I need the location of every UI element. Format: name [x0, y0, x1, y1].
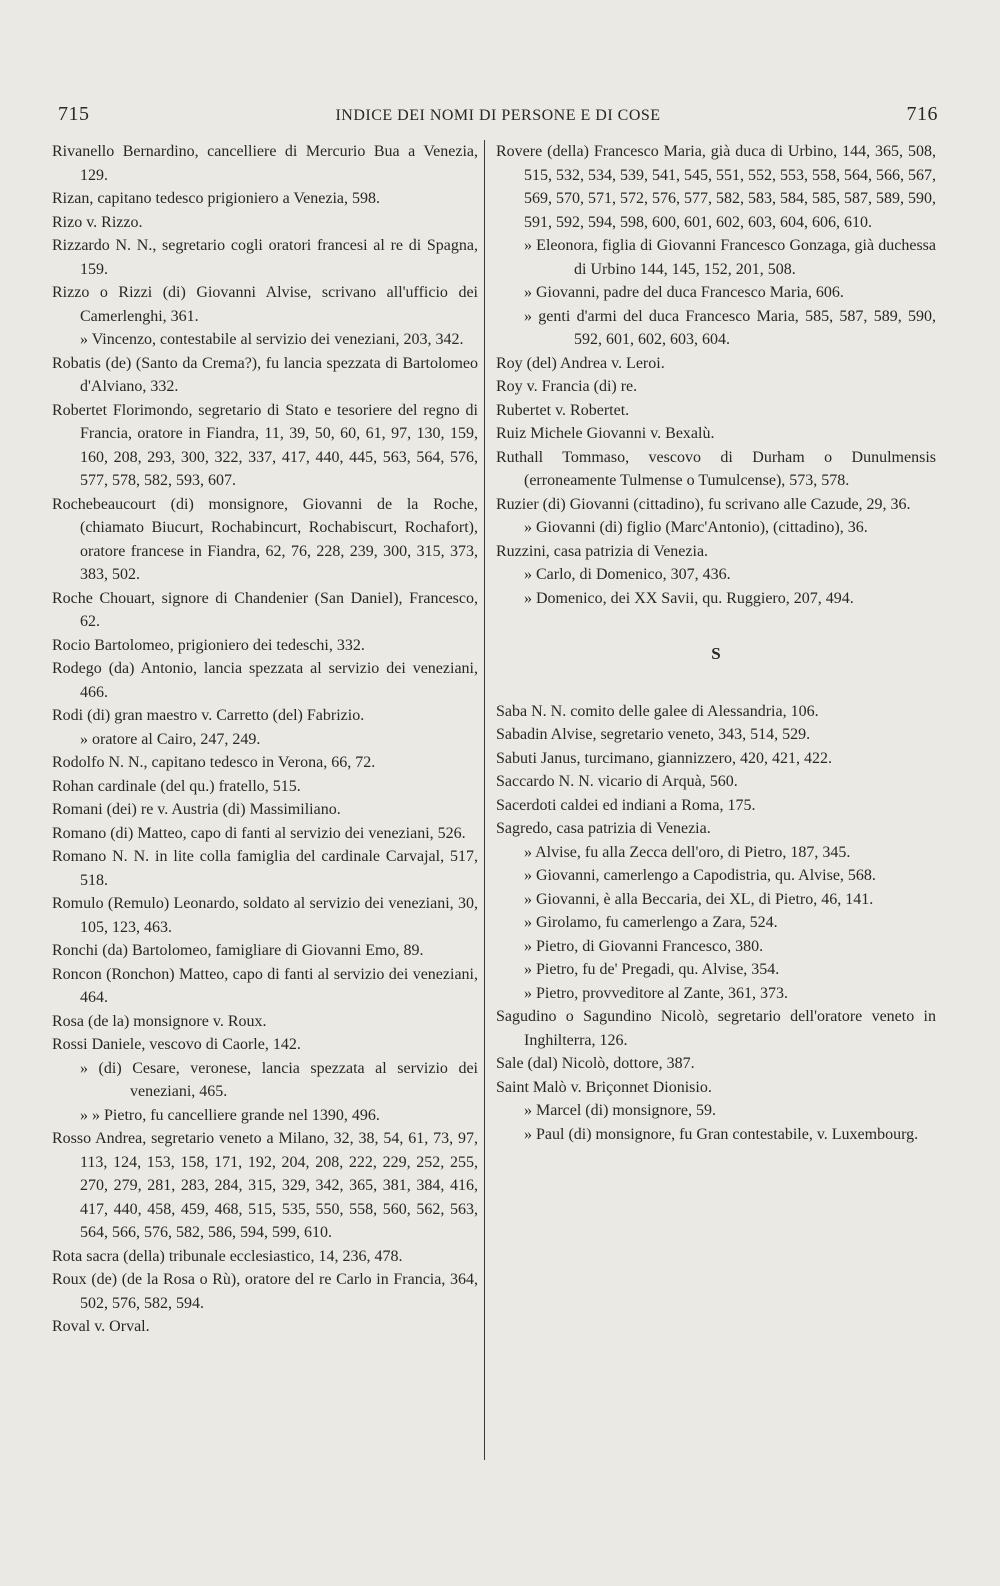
index-entry: Saint Malò v. Briçonnet Dionisio.	[496, 1078, 712, 1096]
index-entry: Sabadin Alvise, segretario veneto, 343, 514, 529.	[496, 726, 811, 743]
index-entry: Ronchi (da) Bartolomeo, famigliare di Giovanni Emo, 89.	[52, 942, 424, 959]
index-entry: Rochebeaucourt (di) monsignore, Giovanni de la Roche, (chiamato Biucurt, Rochabincurt, Rochabiscurt, Rochafort), oratore francese in Fiandra, 62, 76, 228, 239, 300, 315, 373, 383, 502.	[52, 495, 478, 583]
index-entry: » Giovanni, camerlengo a Capodistria, qu. Alvise, 568.	[524, 867, 876, 884]
index-entry: » Vincenzo, contestabile al servizio dei veneziani, 203, 342.	[80, 331, 464, 348]
index-entry: Rohan cardinale (del qu.) fratello, 515.	[52, 777, 301, 795]
index-entry: Ruzzini, casa patrizia di Venezia.	[496, 542, 709, 560]
index-entry: Rivanello Bernardino, cancelliere di Mercurio Bua a Venezia, 129.	[52, 143, 478, 184]
index-entry: Rodego (da) Antonio, lancia spezzata al servizio dei veneziani, 466.	[52, 660, 478, 701]
index-entry: » Pietro, fu de' Pregadi, qu. Alvise, 354.	[524, 961, 780, 978]
index-entry: » Giovanni, è alla Beccaria, dei XL, di Pietro, 46, 141.	[524, 890, 874, 908]
index-entry: » Eleonora, figlia di Giovanni Francesco Gonzaga, già duchessa di Urbino 144, 145, 152, 201, 508.	[524, 237, 936, 278]
index-entry: » Domenico, dei XX Savii, qu. Ruggiero, 207, 494.	[524, 589, 854, 607]
right-column-s-entries	[496, 700, 936, 1147]
index-entry: Saccardo N. N. vicario di Arquà, 560.	[496, 773, 738, 790]
index-entry: Sabuti Janus, turcimano, giannizzero, 420, 421, 422.	[496, 749, 832, 767]
index-entry: Rosa (de la) monsignore v. Roux.	[52, 1012, 267, 1030]
index-entry: Saba N. N. comito delle galee di Alessandria, 106.	[496, 702, 819, 720]
index-entry: Rizo v. Rizzo.	[52, 213, 143, 231]
index-entry: Rodi (di) gran maestro v. Carretto (del) Fabrizio.	[52, 707, 365, 724]
right-column	[496, 140, 936, 1146]
index-entry: Romulo (Remulo) Leonardo, soldato al servizio dei veneziani, 30, 105, 123, 463.	[52, 895, 478, 936]
index-entry: » Alvise, fu alla Zecca dell'oro, di Pietro, 187, 345.	[524, 843, 851, 861]
index-entry: Roche Chouart, signore di Chandenier (San Daniel), Francesco, 62.	[52, 589, 478, 630]
page-header	[58, 103, 938, 133]
index-entry: Rovere (della) Francesco Maria, già duca di Urbino, 144, 365, 508, 515, 532, 534, 539, 541, 545, 551, 552, 553, 558, 564, 566, 567, 569, 570, 571, 572, 576, 577, 582, 583, 584, 585, 587, 589, 590, 591, 592, 594, 598, 600, 601, 602, 603, 604, 606, 610.	[496, 143, 936, 231]
index-entry: » Giovanni, padre del duca Francesco Maria, 606.	[524, 284, 844, 301]
index-entry: Roux (de) (de la Rosa o Rù), oratore del re Carlo in Francia, 364, 502, 576, 582, 594.	[52, 1271, 478, 1312]
index-entry: Ruiz Michele Giovanni v. Bexalù.	[496, 425, 715, 442]
page-number-right: 716	[906, 103, 938, 125]
index-entry: Roval v. Orval.	[52, 1318, 150, 1335]
index-entry: » oratore al Cairo, 247, 249.	[80, 730, 261, 748]
index-entry: Romano (di) Matteo, capo di fanti al servizio dei veneziani, 526.	[52, 824, 466, 842]
column-divider	[484, 140, 485, 1460]
page-number-left: 715	[58, 103, 90, 125]
index-entry: Rodolfo N. N., capitano tedesco in Verona, 66, 72.	[52, 754, 376, 771]
left-column	[52, 140, 478, 1339]
index-entry: » Marcel (di) monsignore, 59.	[524, 1102, 716, 1119]
page-title: INDICE DEI NOMI DI PERSONE E DI COSE	[335, 107, 661, 124]
index-entry: » » Pietro, fu cancelliere grande nel 1390, 496.	[80, 1106, 380, 1124]
index-entry: » Pietro, di Giovanni Francesco, 380.	[524, 937, 764, 955]
index-entry: Rossi Daniele, vescovo di Caorle, 142.	[52, 1036, 301, 1053]
index-entry: Roy v. Francia (di) re.	[496, 378, 638, 395]
index-entry: » Girolamo, fu camerlengo a Zara, 524.	[524, 914, 778, 931]
index-entry: Rocio Bartolomeo, prigioniero dei tedeschi, 332.	[52, 636, 365, 654]
index-entry: Rizan, capitano tedesco prigioniero a Venezia, 598.	[52, 190, 381, 207]
index-entry: Sale (dal) Nicolò, dottore, 387.	[496, 1055, 695, 1072]
index-entry: Rubertet v. Robertet.	[496, 401, 630, 419]
index-entry: » (di) Cesare, veronese, lancia spezzata al servizio dei veneziani, 465.	[80, 1059, 478, 1100]
index-entry: Ruthall Tommaso, vescovo di Durham o Dunulmensis (erroneamente Tulmense o Tumulcense), 573, 578.	[496, 448, 936, 489]
index-entry: Roncon (Ronchon) Matteo, capo di fanti al servizio dei veneziani, 464.	[52, 965, 478, 1006]
index-entry: Rota sacra (della) tribunale ecclesiastico, 14, 236, 478.	[52, 1247, 403, 1265]
index-entry: » Paul (di) monsignore, fu Gran contestabile, v. Luxembourg.	[524, 1125, 919, 1143]
index-entry: Sagudino o Sagundino Nicolò, segretario dell'oratore veneto in Inghilterra, 126.	[496, 1008, 936, 1049]
index-entry: Rizzo o Rizzi (di) Giovanni Alvise, scrivano all'ufficio dei Camerlenghi, 361.	[52, 284, 478, 325]
right-column-r-entries	[496, 140, 936, 610]
index-entry: » genti d'armi del duca Francesco Maria, 585, 587, 589, 590, 592, 601, 602, 603, 604.	[524, 307, 936, 348]
section-letter: S	[711, 644, 721, 663]
index-entry: Romani (dei) re v. Austria (di) Massimiliano.	[52, 801, 341, 818]
index-entry: » Carlo, di Domenico, 307, 436.	[524, 566, 731, 583]
index-entry: Romano N. N. in lite colla famiglia del cardinale Carvajal, 517, 518.	[52, 848, 478, 889]
index-entry: » Pietro, provveditore al Zante, 361, 373.	[524, 984, 788, 1002]
index-entry: Rizzardo N. N., segretario cogli oratori francesi al re di Spagna, 159.	[52, 237, 478, 278]
index-entry: Robatis (de) (Santo da Crema?), fu lancia spezzata di Bartolomeo d'Alviano, 332.	[52, 354, 478, 395]
index-entry: Rosso Andrea, segretario veneto a Milano, 32, 38, 54, 61, 73, 97, 113, 124, 153, 158, 171, 192, 204, 208, 222, 229, 252, 255, 270, 279, 281, 283, 284, 315, 329, 342, 365, 381, 384, 416, 417, 440, 458, 459, 468, 515, 535, 550, 558, 560, 562, 563, 564, 566, 576, 582, 586, 594, 599, 610.	[52, 1130, 478, 1241]
index-entry: Ruzier (di) Giovanni (cittadino), fu scrivano alle Cazude, 29, 36.	[496, 495, 911, 513]
index-entry: » Giovanni (di) figlio (Marc'Antonio), (cittadino), 36.	[524, 519, 868, 536]
index-entry: Sagredo, casa patrizia di Venezia.	[496, 820, 711, 837]
index-entry: Robertet Florimondo, segretario di Stato e tesoriere del regno di Francia, oratore in Fiandra, 11, 39, 50, 60, 61, 97, 130, 159, 160, 208, 293, 300, 322, 337, 417, 440, 445, 563, 564, 576, 577, 578, 582, 593, 607.	[52, 401, 478, 489]
index-entry: Roy (del) Andrea v. Leroi.	[496, 354, 665, 372]
index-entry: Sacerdoti caldei ed indiani a Roma, 175.	[496, 796, 756, 814]
